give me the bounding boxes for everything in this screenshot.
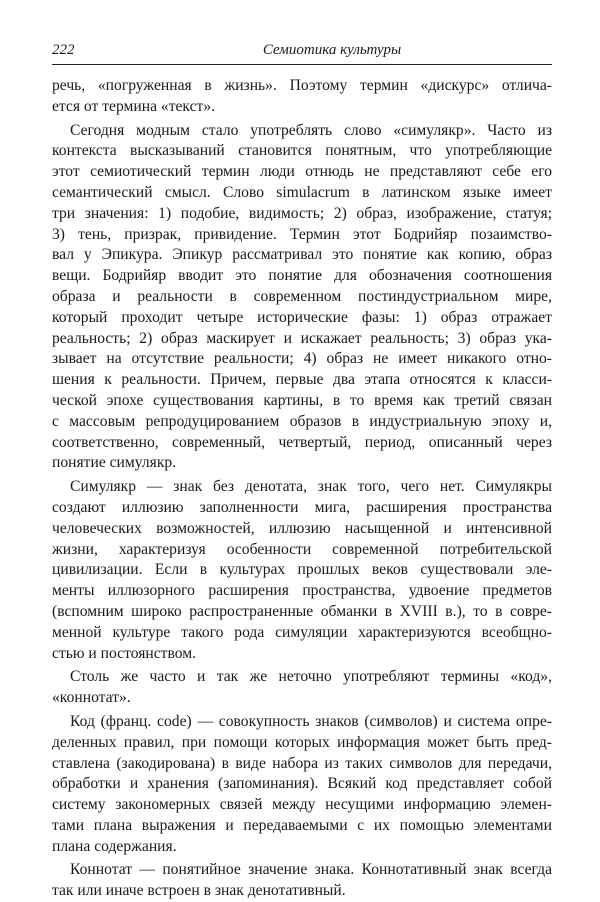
text-line: Код (франц. code) — совокупность знаков (символов) и система опре- — [70, 712, 552, 730]
page-header — [52, 40, 552, 65]
text-line: Столь же часто и так же неточно употребляют термины «код», — [70, 668, 552, 686]
text-line: так или иначе встроен в знак денотативный. — [52, 882, 346, 900]
text-line: с массовым репродуцированием образов в индустриальную эпоху и, — [52, 412, 552, 430]
text-line: Коннотат — понятийное значение знака. Коннотативный знак всегда — [70, 861, 552, 879]
text-line: контекста высказываний становится понятным, что употребляющие — [52, 142, 552, 160]
paragraph — [52, 667, 552, 709]
text-line: 3) тень, призрак, привидение. Термин этот Бодрийяр позаимство- — [52, 225, 552, 243]
text-line: цивилизации. Если в культурах прошлых веков существовали эле- — [52, 561, 552, 579]
text-line: шения к реальности. Причем, первые два этапа относятся к класси- — [52, 371, 552, 389]
paragraph — [52, 121, 552, 475]
page-number: 222 — [52, 42, 75, 58]
text-line: семантический смысл. Слово simulacrum в латинском языке имеет — [52, 183, 552, 201]
body-text — [52, 76, 552, 902]
text-line: менной культуре такого рода симуляции характеризуются всеобщно- — [52, 623, 552, 641]
text-line: деленных правил, при помощи которых информация может быть пред- — [52, 733, 552, 751]
text-line: тами плана выражения и передаваемыми с их помощью элементами — [52, 816, 552, 834]
text-line: Сегодня модным стало употреблять слово «симулякр». Часто из — [70, 121, 552, 139]
text-line: реальность; 2) образ маскирует и искажает реальность; 3) образ ука- — [52, 329, 552, 347]
text-line: понятие симулякр. — [52, 454, 177, 472]
paragraph — [52, 477, 552, 664]
text-line: ется от термина «текст». — [52, 97, 216, 115]
text-line: менты иллюзорного расширения пространства, удвоение предметов — [52, 582, 552, 600]
text-line: вал у Эпикура. Эпикур рассматривал это понятие как копию, образ — [52, 246, 552, 264]
text-line: жизни, характеризуя особенности современной потребительской — [52, 540, 552, 558]
text-line: создают иллюзию заполненности мига, расширения пространства — [52, 498, 552, 516]
text-line: обработки и хранения (запоминания). Всякий код представляет собой — [52, 775, 552, 793]
text-line: соответственно, современный, четвертый, период, описанный через — [52, 433, 552, 451]
text-line: стью и постоянством. — [52, 644, 196, 662]
text-line: речь, «погруженная в жизнь». Поэтому термин «дискурс» отлича- — [52, 77, 552, 94]
text-line: ческой эпохе существования картины, в то время как третий связан — [52, 391, 552, 409]
text-line: этот семиотический термин люди отнюдь не представляют себе его — [52, 163, 552, 181]
text-line: образа и реальности в современном постиндустриальном мире, — [52, 287, 552, 305]
paragraph — [52, 860, 552, 902]
text-line: плана содержания. — [52, 837, 177, 855]
text-line: три значения: 1) подобие, видимость; 2) образ, изображение, статуя; — [52, 204, 552, 222]
text-line: «коннотат». — [52, 689, 131, 707]
text-line: человеческих возможностей, иллюзию насыщенной и интенсивной — [52, 519, 552, 537]
text-line: систему закономерных связей между несущими информацию элемен- — [52, 796, 552, 814]
text-line: (вспомним широко распространенные обманки в XVIII в.), то в совре- — [52, 602, 552, 620]
running-title: Семиотика культуры — [262, 42, 402, 58]
text-line: вещи. Бодрийяр вводит это понятие для обозначения соотношения — [52, 267, 552, 285]
text-line: зывает на отсутствие реальности; 4) образ не имеет никакого отно- — [52, 350, 552, 368]
paragraph — [52, 712, 552, 858]
paragraph — [52, 76, 552, 118]
text-line: Симулякр — знак без денотата, знак того, чего нет. Симулякры — [70, 478, 552, 496]
text-line: который проходит четыре исторические фазы: 1) образ отражает — [52, 308, 552, 326]
text-line: ставлена (закодирована) в виде набора из таких символов для передачи, — [52, 754, 552, 772]
